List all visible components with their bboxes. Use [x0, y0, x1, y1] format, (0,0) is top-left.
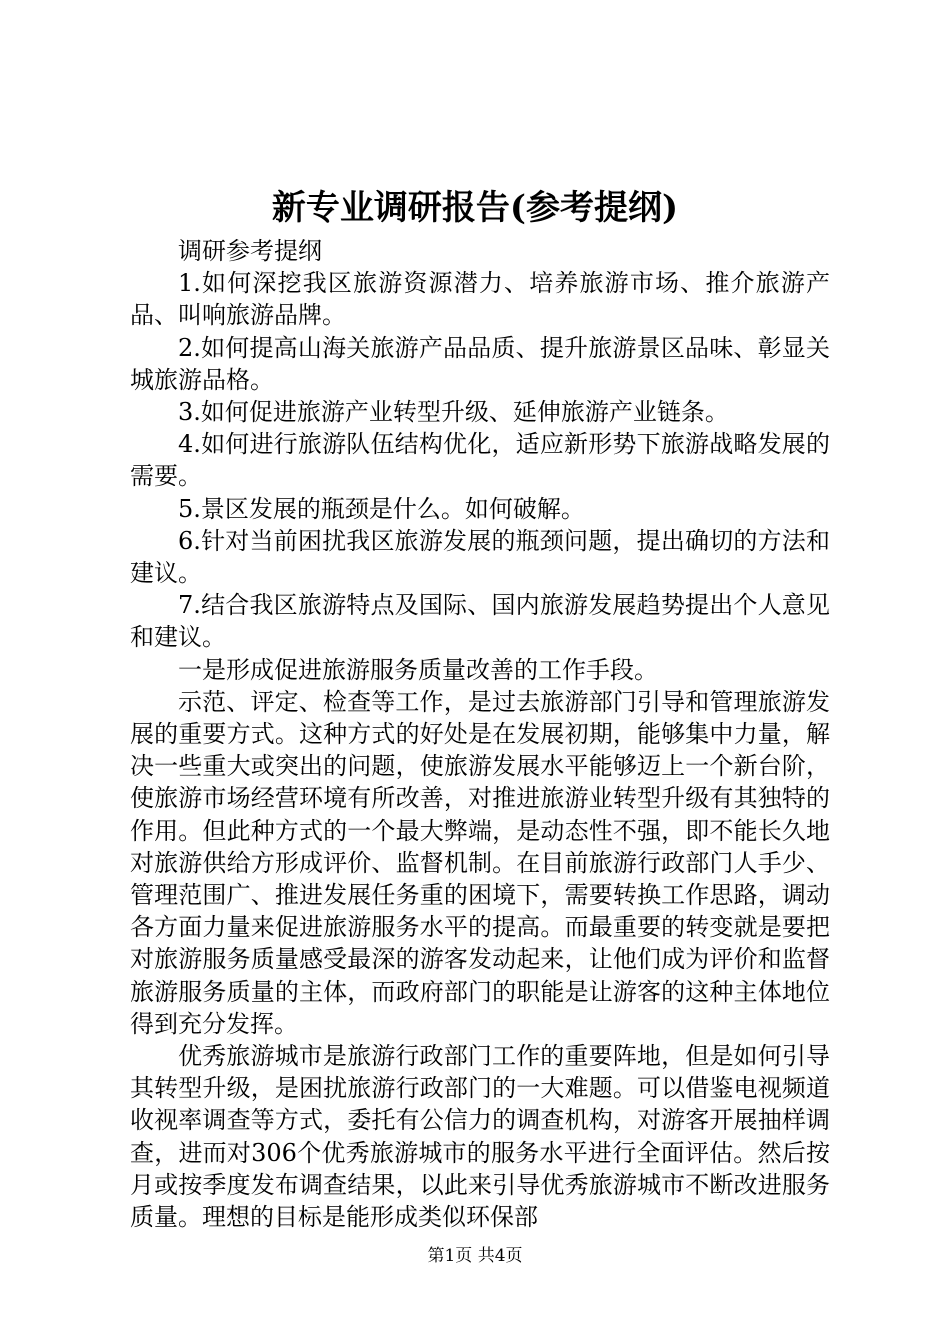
document-title: 新专业调研报告(参考提纲)	[271, 188, 679, 228]
paragraph: 3.如何促进旅游产业转型升级、延伸旅游产业链条。	[178, 398, 729, 427]
paragraph: 7.结合我区旅游特点及国际、国内旅游发展趋势提出个人意见和建议。	[130, 591, 830, 652]
paragraph: 4.如何进行旅游队伍结构优化，适应新形势下旅游战略发展的需要。	[130, 430, 830, 491]
paragraph: 一是形成促进旅游服务质量改善的工作手段。	[178, 655, 658, 684]
paragraph: 调研参考提纲	[178, 237, 322, 265]
paragraph: 6.针对当前困扰我区旅游发展的瓶颈问题，提出确切的方法和建议。	[130, 526, 830, 588]
page-number-footer: 第1页 共4页	[427, 1246, 523, 1266]
paragraph: 5.景区发展的瓶颈是什么。如何破解。	[178, 494, 585, 523]
paragraph: 1.如何深挖我区旅游资源潜力、培养旅游市场、推介旅游产品、叫响旅游品牌。	[130, 269, 830, 330]
paragraph: 优秀旅游城市是旅游行政部门工作的重要阵地，但是如何引导其转型升级，是困扰旅游行政部门的一大难题。可以借鉴电视频道收视率调查等方式，委托有公信力的调查机构，对游客开展抽样调查，进而对306个优秀旅游城市的服务水平进行全面评估。然后按月或按季度发布调查结果，以此来引导优秀旅游城市不断改进服务质量。理想的目标是能形成类似环保部	[130, 1042, 830, 1232]
document-body	[130, 235, 830, 1233]
paragraph: 2.如何提高山海关旅游产品品质、提升旅游景区品味、彰显关城旅游品格。	[130, 333, 830, 394]
paragraph: 示范、评定、检查等工作，是过去旅游部门引导和管理旅游发展的重要方式。这种方式的好处是在发展初期，能够集中力量，解决一些重大或突出的问题，使旅游发展水平能够迈上一个新台阶，使旅游市场经营环境有所改善，对推进旅游业转型升级有其独特的作用。但此种方式的一个最大弊端，是动态性不强，即不能长久地对旅游供给方形成评价、监督机制。在目前旅游行政部门人手少、管理范围广、推进发展任务重的困境下，需要转换工作思路，调动各方面力量来促进旅游服务水平的提高。而最重要的转变就是要把对旅游服务质量感受最深的游客发动起来，让他们成为评价和监督旅游服务质量的主体，而政府部门的职能是让游客的这种主体地位得到充分发挥。	[130, 687, 830, 1038]
